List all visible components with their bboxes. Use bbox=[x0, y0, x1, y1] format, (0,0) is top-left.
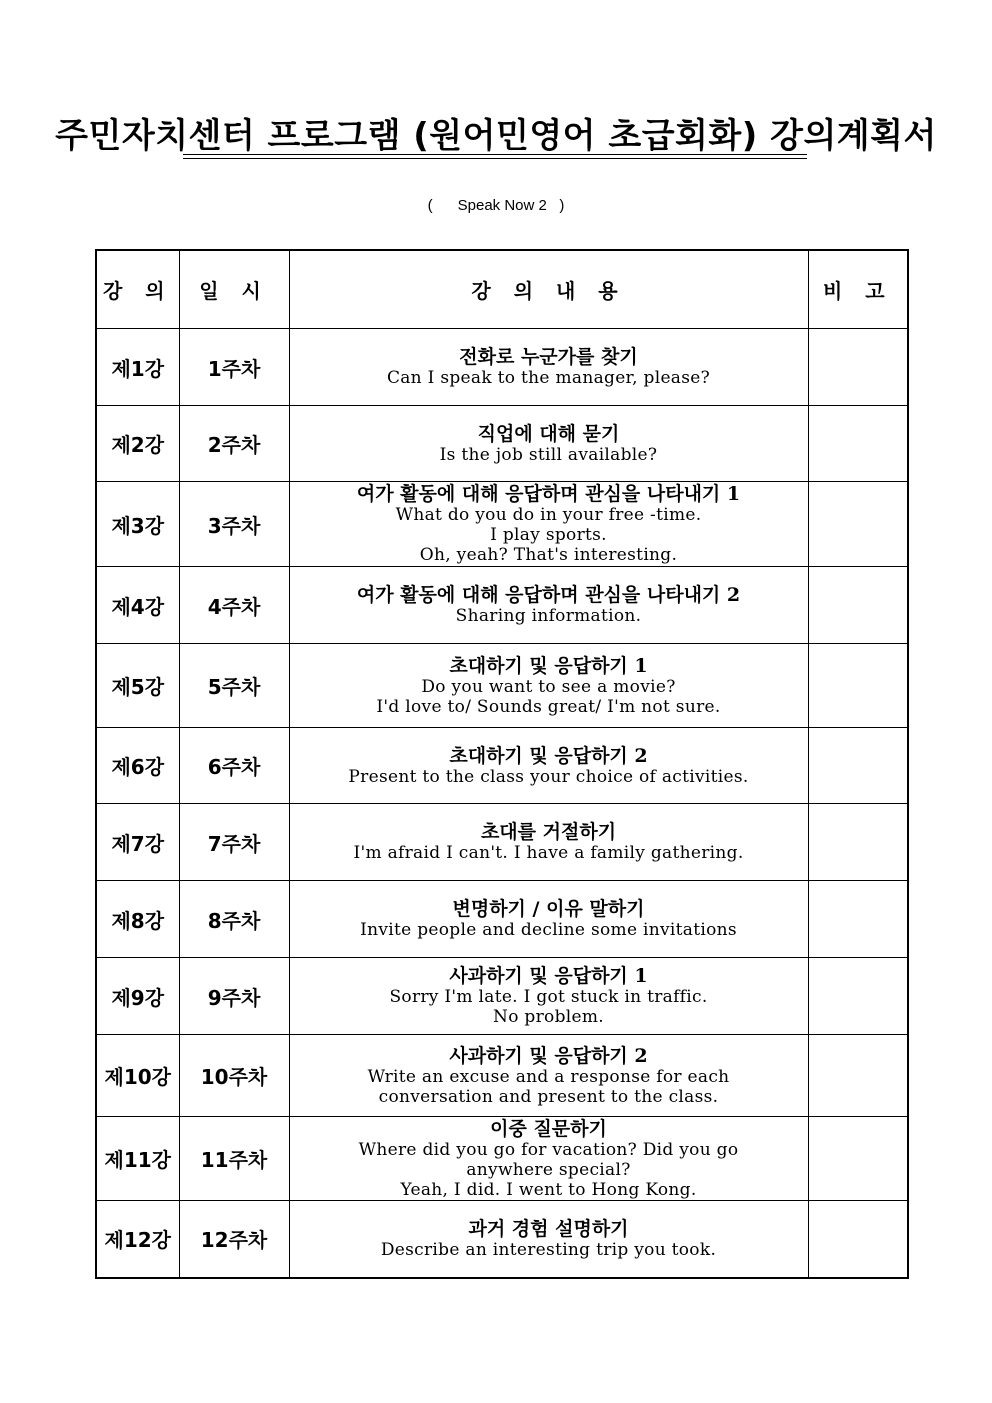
week-cell: 5주차 bbox=[179, 644, 289, 728]
note-cell bbox=[808, 958, 908, 1035]
lesson-expression: I play sports. bbox=[490, 525, 607, 545]
header-date: 일 시 bbox=[179, 250, 289, 329]
table-row bbox=[96, 728, 908, 804]
lecture-cell: 제7강 bbox=[96, 804, 179, 881]
lesson-topic: 이중 질문하기 bbox=[490, 1117, 607, 1140]
lecture-cell: 제10강 bbox=[96, 1035, 179, 1117]
table-row bbox=[96, 1117, 908, 1201]
table-row bbox=[96, 1035, 908, 1117]
lesson-topic: 사과하기 및 응답하기 1 bbox=[449, 965, 648, 987]
note-cell bbox=[808, 1035, 908, 1117]
lesson-expression: Sorry I'm late. I got stuck in traffic. bbox=[389, 987, 708, 1007]
lesson-topic: 직업에 대해 묻기 bbox=[477, 422, 620, 445]
content-cell bbox=[289, 329, 808, 406]
table-row bbox=[96, 958, 908, 1035]
lesson-topic: 사과하기 및 응답하기 2 bbox=[449, 1044, 648, 1067]
note-cell bbox=[808, 1201, 908, 1278]
lecture-cell: 제5강 bbox=[96, 644, 179, 728]
table-row bbox=[96, 329, 908, 406]
lecture-plan-table bbox=[95, 249, 909, 1279]
title-underline bbox=[183, 154, 807, 155]
lecture-cell: 제1강 bbox=[96, 329, 179, 406]
lecture-cell: 제12강 bbox=[96, 1201, 179, 1278]
week-cell: 7주차 bbox=[179, 804, 289, 881]
lesson-expression: Write an excuse and a response for each bbox=[367, 1066, 730, 1087]
content-cell bbox=[289, 804, 808, 881]
lesson-expression: Sharing information. bbox=[455, 606, 642, 626]
week-cell: 10주차 bbox=[179, 1035, 289, 1117]
table-row bbox=[96, 804, 908, 881]
lesson-expression: Is the job still available? bbox=[439, 444, 658, 465]
week-cell: 4주차 bbox=[179, 567, 289, 644]
title-underline-2 bbox=[183, 158, 807, 159]
lesson-expression: I'd love to/ Sounds great/ I'm not sure. bbox=[376, 696, 721, 717]
table-row bbox=[96, 406, 908, 482]
header-note: 비 고 bbox=[808, 250, 908, 329]
content-cell bbox=[289, 1201, 808, 1278]
page-title: 주민자치센터 프로그램 (원어민영어 초급회화) 강의계획서 bbox=[55, 116, 937, 156]
lesson-expression: Can I speak to the manager, please? bbox=[386, 368, 711, 388]
lesson-topic: 초대를 거절하기 bbox=[480, 821, 617, 843]
note-cell bbox=[808, 804, 908, 881]
lesson-expression: Oh, yeah? That's interesting. bbox=[419, 545, 678, 565]
lesson-expression: Where did you go for vacation? Did you go bbox=[358, 1139, 739, 1160]
content-cell bbox=[289, 406, 808, 482]
note-cell bbox=[808, 329, 908, 406]
textbook-subtitle: ( Speak Now 2 ) bbox=[427, 197, 565, 214]
lesson-expression: Invite people and decline some invitations bbox=[360, 920, 737, 940]
lesson-topic: 초대하기 및 응답하기 2 bbox=[449, 744, 648, 767]
content-cell bbox=[289, 1117, 808, 1201]
note-cell bbox=[808, 644, 908, 728]
content-cell bbox=[289, 958, 808, 1035]
header-lecture: 강 의 bbox=[96, 250, 179, 329]
note-cell bbox=[808, 482, 908, 567]
table-row bbox=[96, 567, 908, 644]
table-row bbox=[96, 644, 908, 728]
table-row bbox=[96, 881, 908, 958]
lecture-cell: 제9강 bbox=[96, 958, 179, 1035]
lesson-topic: 초대하기 및 응답하기 1 bbox=[449, 654, 648, 677]
content-cell bbox=[289, 567, 808, 644]
content-cell bbox=[289, 881, 808, 958]
week-cell: 8주차 bbox=[179, 881, 289, 958]
week-cell: 1주차 bbox=[179, 329, 289, 406]
lesson-topic: 전화로 누군가를 찾기 bbox=[459, 346, 638, 368]
note-cell bbox=[808, 881, 908, 958]
lecture-cell: 제6강 bbox=[96, 728, 179, 804]
lecture-cell: 제8강 bbox=[96, 881, 179, 958]
lesson-expression: Do you want to see a movie? bbox=[421, 676, 676, 697]
lecture-cell: 제3강 bbox=[96, 482, 179, 567]
note-cell bbox=[808, 567, 908, 644]
week-cell: 2주차 bbox=[179, 406, 289, 482]
content-cell bbox=[289, 728, 808, 804]
week-cell: 12주차 bbox=[179, 1201, 289, 1278]
note-cell bbox=[808, 406, 908, 482]
lesson-expression: Present to the class your choice of activities. bbox=[348, 766, 749, 787]
lesson-expression: I'm afraid I can't. I have a family gathering. bbox=[353, 843, 744, 863]
lesson-topic: 변명하기 / 이유 말하기 bbox=[452, 898, 645, 920]
lesson-topic: 여가 활동에 대해 응답하며 관심을 나타내기 2 bbox=[356, 584, 741, 606]
content-cell bbox=[289, 482, 808, 567]
header-content: 강 의 내 용 bbox=[289, 250, 808, 329]
note-cell bbox=[808, 1117, 908, 1201]
lesson-topic: 여가 활동에 대해 응답하며 관심을 나타내기 1 bbox=[356, 483, 741, 505]
content-cell bbox=[289, 644, 808, 728]
lesson-expression: anywhere special? bbox=[466, 1159, 631, 1180]
content-cell bbox=[289, 1035, 808, 1117]
lesson-expression: Describe an interesting trip you took. bbox=[380, 1239, 717, 1260]
note-cell bbox=[808, 728, 908, 804]
lesson-expression: conversation and present to the class. bbox=[378, 1086, 719, 1107]
lecture-cell: 제4강 bbox=[96, 567, 179, 644]
table-header-row bbox=[96, 250, 908, 329]
week-cell: 3주차 bbox=[179, 482, 289, 567]
week-cell: 11주차 bbox=[179, 1117, 289, 1201]
table-row bbox=[96, 482, 908, 567]
week-cell: 9주차 bbox=[179, 958, 289, 1035]
lecture-cell: 제11강 bbox=[96, 1117, 179, 1201]
table-row bbox=[96, 1201, 908, 1278]
lesson-topic: 과거 경험 설명하기 bbox=[468, 1217, 629, 1240]
lesson-expression: No problem. bbox=[493, 1007, 604, 1027]
week-cell: 6주차 bbox=[179, 728, 289, 804]
lesson-expression: What do you do in your free -time. bbox=[395, 505, 702, 525]
lesson-expression: Yeah, I did. I went to Hong Kong. bbox=[400, 1179, 697, 1200]
lecture-cell: 제2강 bbox=[96, 406, 179, 482]
